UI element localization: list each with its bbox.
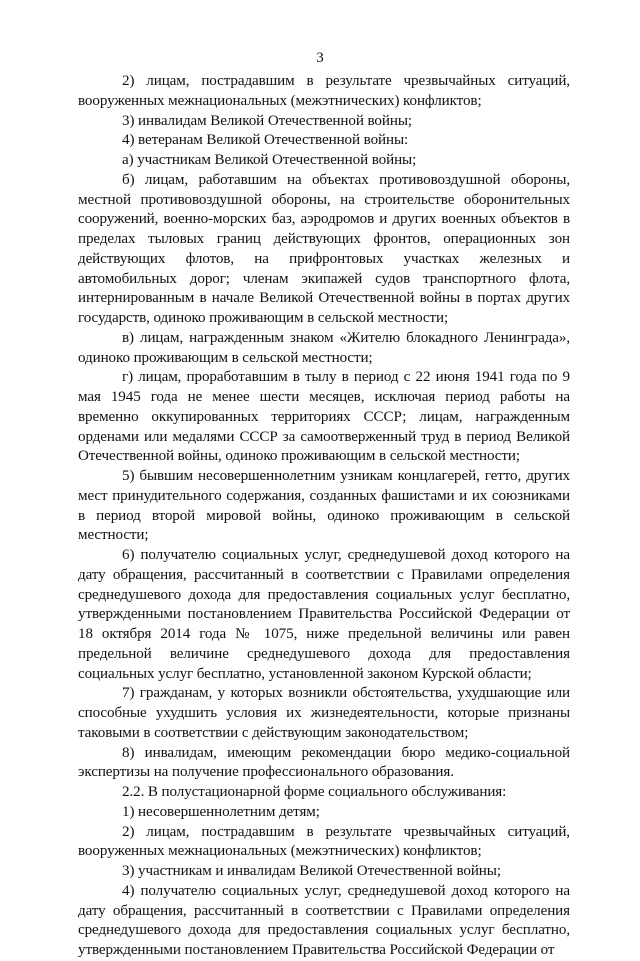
paragraph: 5) бывшим несовершеннолетним узникам концлагерей, гетто, других мест принудительного содержания, созданных фашистами и их союзниками в период второй мировой войны, одиноко проживающим в сельской местности; [78, 468, 570, 544]
paragraph: 6) получателю социальных услуг, среднедушевой доход которого на дату обращения, рассчитанный в соответствии с Правилами определения среднедушевого дохода для предоставления социальных услуг бесплатно, утвержденными постановлением Правительства Российской Федерации от 18 октября 2014 года № 1075, ниже предельной величины или равен предельной величине среднедушевого дохода для предоставления социальных услуг бесплатно, установленной законом Курской области; [78, 547, 570, 682]
paragraph: 8) инвалидам, имеющим рекомендации бюро медико-социальной экспертизы на получение профессионального образования. [78, 744, 570, 781]
paragraph: 2) лицам, пострадавшим в результате чрезвычайных ситуаций, вооруженных межнациональных (межэтнических) конфликтов; [78, 73, 570, 109]
paragraph: г) лицам, проработавшим в тылу в период с 22 июня 1941 года по 9 мая 1945 года не менее шести месяцев, исключая период работы на временно оккупированных территориях СССР; лицам, награжденным орденами или медалями СССР за самоотверженный труд в период Великой Отечественной войны, одиноко проживающим в сельской местности; [78, 369, 570, 465]
document-body [78, 72, 570, 961]
page-number: 3 [316, 50, 324, 66]
paragraph: 2.2. В полустационарной форме социального обслуживания: [122, 784, 507, 800]
paragraph: 4) ветеранам Великой Отечественной войны: [122, 132, 409, 149]
paragraph: 4) получателю социальных услуг, среднедушевой доход которого на дату обращения, рассчитанный в соответствии с Правилами определения среднедушевого дохода для предоставления социальных услуг бесплатно, утвержденными постановлением Правительства Российской Федерации от [78, 882, 570, 958]
paragraph: 1) несовершеннолетним детям; [122, 803, 320, 820]
paragraph: 7) гражданам, у которых возникли обстоятельства, ухудшающие или способные ухудшить условия их жизнедеятельности, которые признаны таковыми в соответствии с действующим законодательством; [78, 685, 570, 741]
paragraph: 2) лицам, пострадавшим в результате чрезвычайных ситуаций, вооруженных межнациональных (межэтнических) конфликтов; [78, 823, 570, 860]
paragraph: а) участникам Великой Отечественной войны; [122, 152, 417, 168]
paragraph: 3) инвалидам Великой Отечественной войны; [122, 112, 412, 129]
paragraph: б) лицам, работавшим на объектах противовоздушной обороны, местной противовоздушной обороны, на строительстве оборонительных сооружений, военно-морских баз, аэродромов и других военных объектов в пределах тыловых границ действующих фронтов, операционных зон действующих флотов, на прифронтовых участках железных и автомобильных дорог; членам экипажей судов транспортного флота, интернированным в начале Великой Отечественной войны в портах других государств, одиноко проживающим в сельской местности; [78, 171, 570, 326]
paragraph: в) лицам, награжденным знаком «Жителю блокадного Ленинграда», одиноко проживающим в сельской местности; [78, 329, 570, 366]
paragraph: 3) участникам и инвалидам Великой Отечественной войны; [122, 863, 501, 879]
